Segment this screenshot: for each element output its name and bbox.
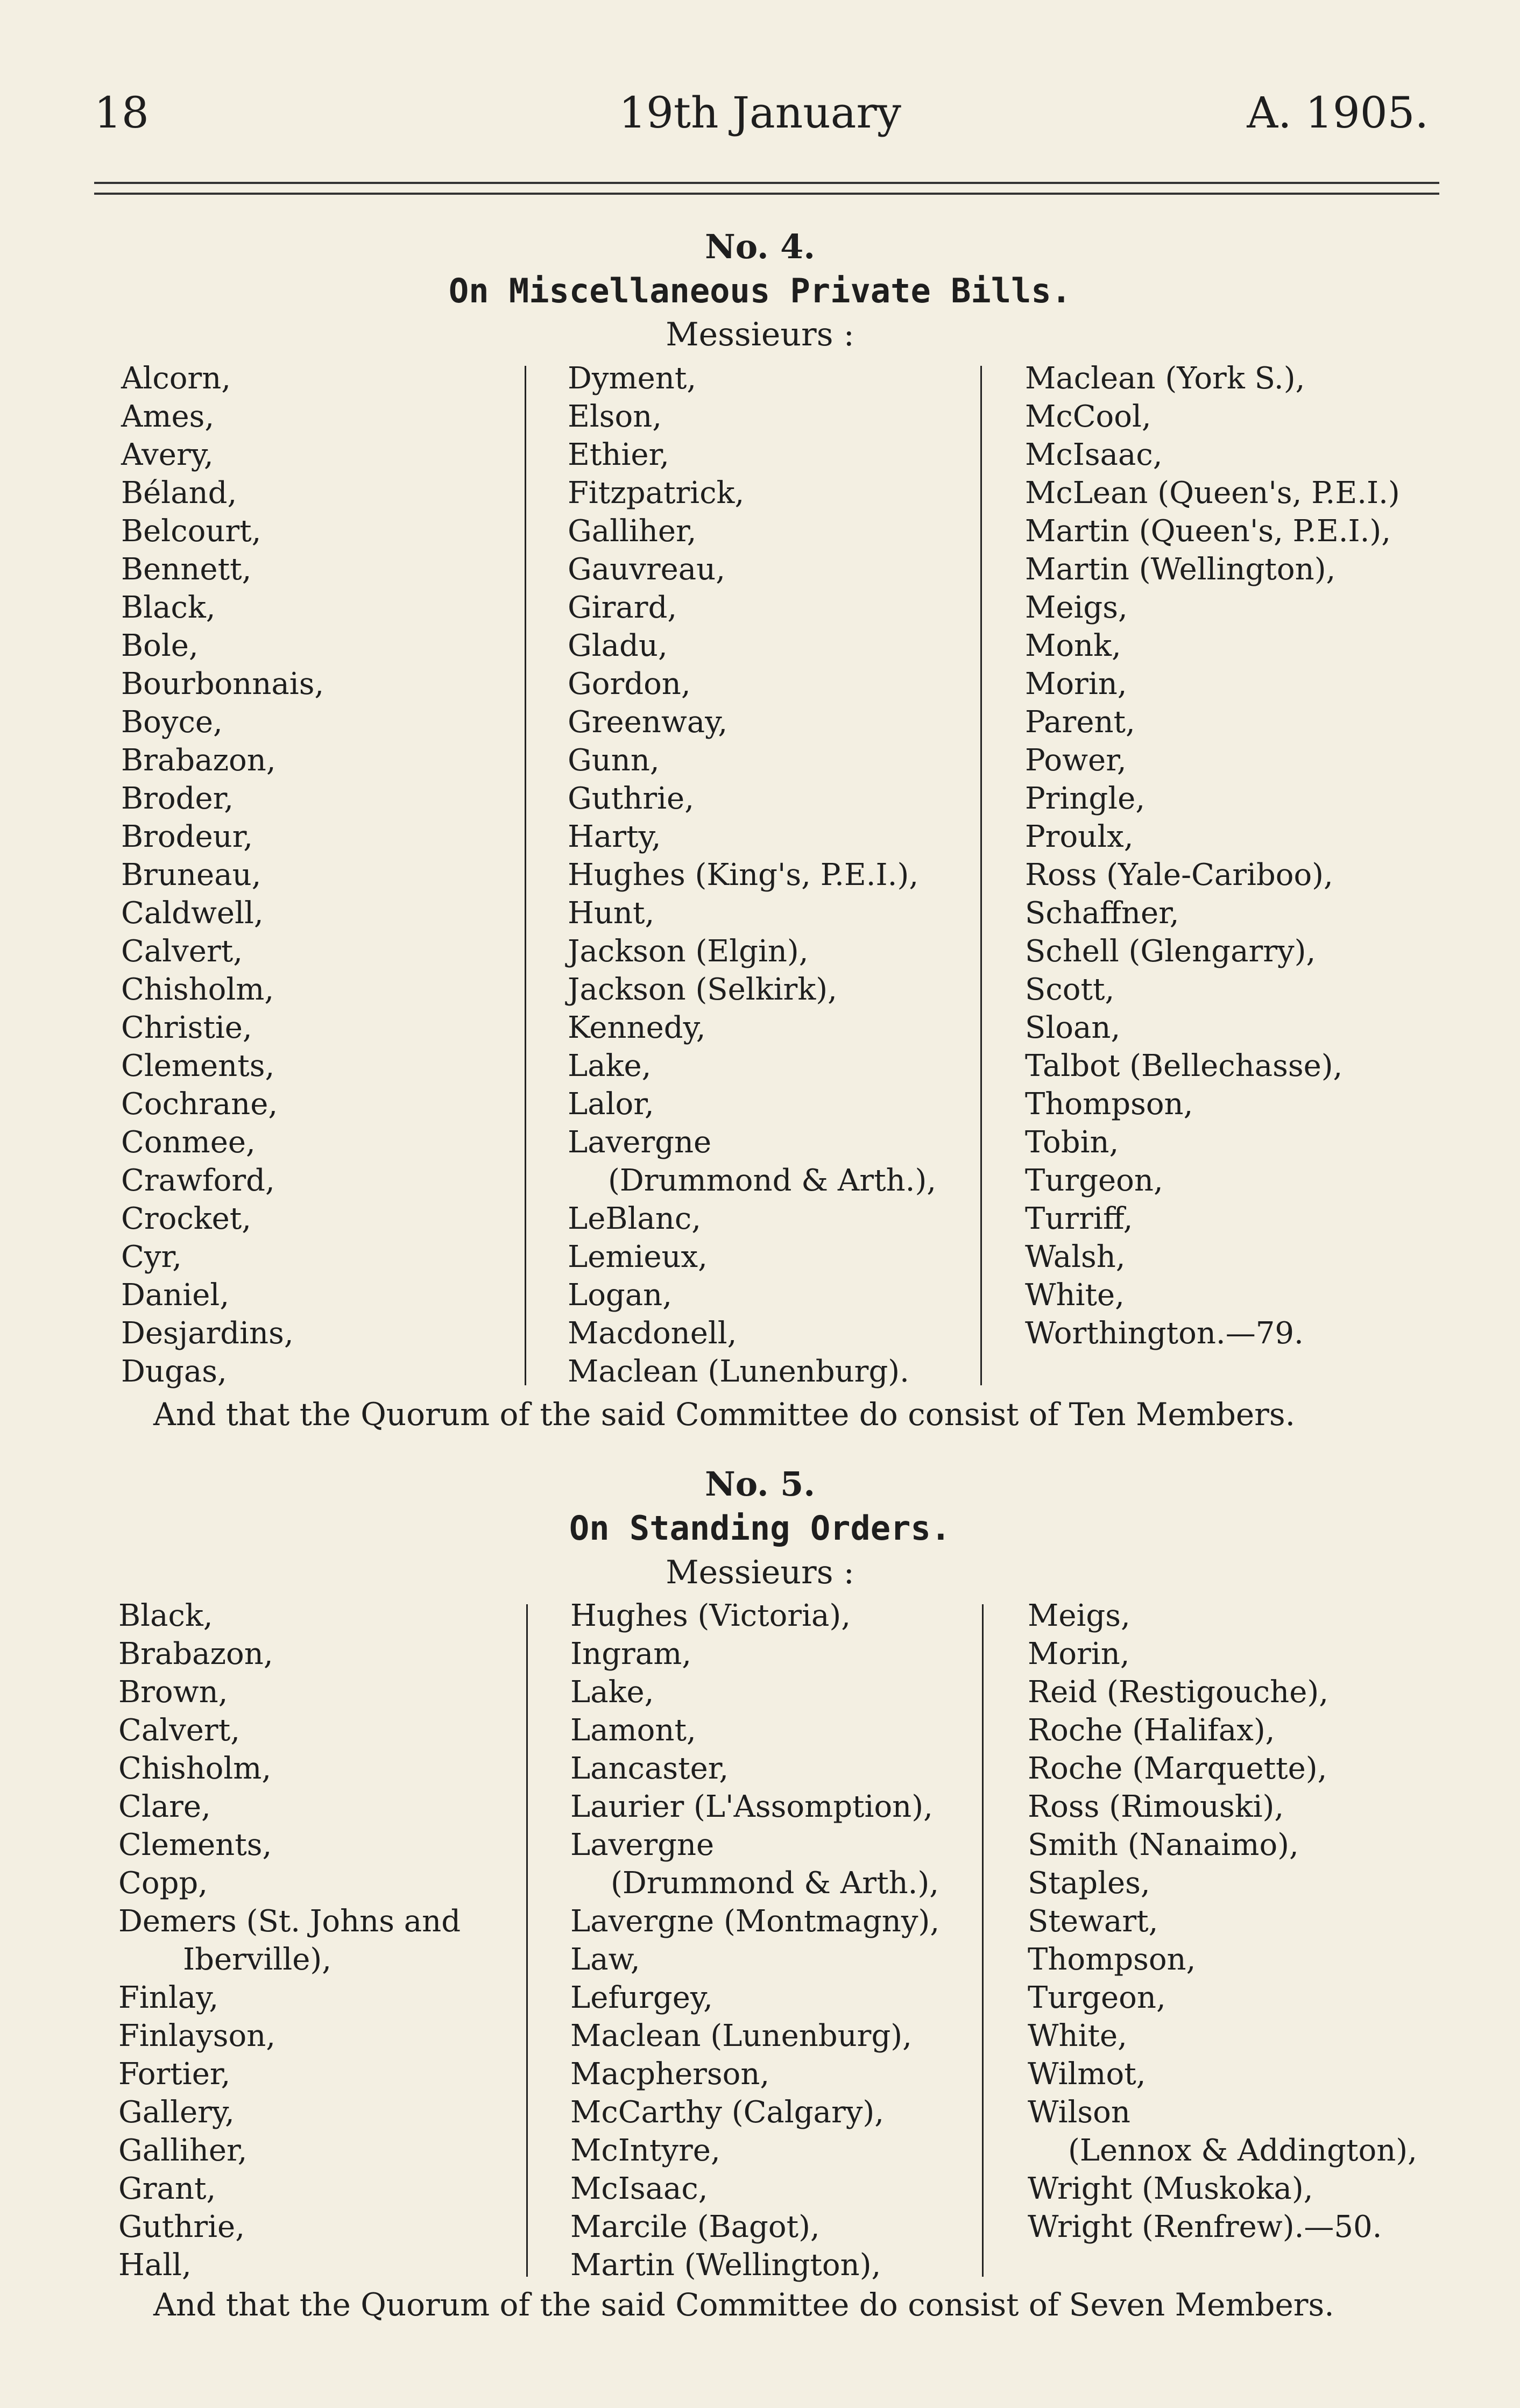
member-name: Brown, bbox=[118, 1675, 228, 1710]
member-name: Marcile (Bagot), bbox=[570, 2209, 820, 2244]
member-name: (Drummond & Arth.), bbox=[608, 1163, 937, 1198]
member-name: Sloan, bbox=[1025, 1010, 1121, 1045]
member-name: Black, bbox=[121, 590, 216, 625]
member-name: Wright (Renfrew).—50. bbox=[1028, 2209, 1382, 2244]
member-name: Ross (Rimouski), bbox=[1028, 1789, 1284, 1824]
member-name: Kennedy, bbox=[568, 1010, 706, 1045]
member-name: McCarthy (Calgary), bbox=[570, 2095, 884, 2130]
member-column-1 bbox=[118, 1597, 461, 2284]
member-name: Broder, bbox=[121, 781, 234, 816]
member-name: Worthington.—79. bbox=[1025, 1316, 1304, 1351]
header-rule-bottom bbox=[94, 193, 1439, 195]
page-date: 19th January bbox=[619, 88, 901, 138]
member-name: Stewart, bbox=[1028, 1904, 1158, 1939]
column-divider bbox=[980, 366, 982, 1385]
member-name: Bourbonnais, bbox=[121, 667, 324, 702]
member-name: Daniel, bbox=[121, 1278, 230, 1313]
member-name: Brabazon, bbox=[118, 1637, 273, 1672]
member-name: LeBlanc, bbox=[568, 1201, 702, 1236]
member-name: Reid (Restigouche), bbox=[1028, 1675, 1329, 1710]
member-name: (Lennox & Addington), bbox=[1068, 2133, 1417, 2168]
member-name: Staples, bbox=[1028, 1866, 1150, 1901]
member-name: Wilson bbox=[1028, 2095, 1130, 2130]
member-name: Black, bbox=[118, 1598, 213, 1633]
member-name: Maclean (York S.), bbox=[1025, 361, 1305, 396]
member-name: Brabazon, bbox=[121, 743, 276, 778]
member-name: Ethier, bbox=[568, 437, 669, 472]
member-name: Iberville), bbox=[183, 1942, 332, 1977]
member-name: Macdonell, bbox=[568, 1316, 737, 1351]
member-name: Talbot (Bellechasse), bbox=[1025, 1049, 1343, 1083]
member-name: Tobin, bbox=[1025, 1125, 1119, 1160]
member-name: Conmee, bbox=[121, 1125, 256, 1160]
committee-number: No. 5. bbox=[705, 1464, 815, 1504]
member-name: Bole, bbox=[121, 628, 199, 663]
member-name: Bruneau, bbox=[121, 858, 261, 893]
member-name: Lavergne (Montmagny), bbox=[570, 1904, 940, 1939]
member-name: Martin (Wellington), bbox=[570, 2248, 881, 2283]
member-name: Wright (Muskoka), bbox=[1028, 2171, 1313, 2206]
committee-name: On Standing Orders. bbox=[569, 1508, 951, 1548]
member-name: Greenway, bbox=[568, 705, 728, 740]
member-name: Fortier, bbox=[118, 2057, 231, 2092]
member-name: Turgeon, bbox=[1025, 1163, 1163, 1198]
member-name: Béland, bbox=[121, 476, 237, 511]
member-name: Crocket, bbox=[121, 1201, 252, 1236]
member-column-3 bbox=[1025, 359, 1400, 1352]
column-divider bbox=[525, 366, 526, 1385]
member-name: Lake, bbox=[568, 1049, 652, 1083]
page-number: 18 bbox=[94, 88, 149, 138]
member-name: Martin (Wellington), bbox=[1025, 552, 1336, 587]
member-name: Lefurgey, bbox=[570, 1980, 713, 2015]
member-name: Clements, bbox=[121, 1049, 275, 1083]
member-name: Clare, bbox=[118, 1789, 211, 1824]
member-name: Brodeur, bbox=[121, 819, 253, 854]
column-divider bbox=[982, 1604, 984, 2277]
member-name: Laurier (L'Assomption), bbox=[570, 1789, 933, 1824]
member-name: Demers (St. Johns and bbox=[118, 1904, 461, 1939]
member-name: Grant, bbox=[118, 2171, 216, 2206]
member-name: Hughes (King's, P.E.I.), bbox=[568, 858, 919, 893]
member-name: Christie, bbox=[121, 1010, 252, 1045]
member-name: Lancaster, bbox=[570, 1751, 729, 1786]
member-name: Belcourt, bbox=[121, 514, 261, 549]
member-name: McCool, bbox=[1025, 399, 1151, 434]
member-name: Lalor, bbox=[568, 1087, 654, 1122]
member-name: Lamont, bbox=[570, 1713, 696, 1748]
member-name: Thompson, bbox=[1028, 1942, 1196, 1977]
member-name: Fitzpatrick, bbox=[568, 476, 745, 511]
member-name: Law, bbox=[570, 1942, 640, 1977]
member-name: Maclean (Lunenburg), bbox=[570, 2019, 912, 2053]
member-name: Walsh, bbox=[1025, 1240, 1126, 1274]
member-name: Bennett, bbox=[121, 552, 252, 587]
member-name: McIsaac, bbox=[570, 2171, 708, 2206]
member-name: Gauvreau, bbox=[568, 552, 725, 587]
member-name: Guthrie, bbox=[118, 2209, 245, 2244]
header-rule-top bbox=[94, 182, 1439, 184]
member-name: Chisholm, bbox=[121, 972, 274, 1007]
member-name: Harty, bbox=[568, 819, 661, 854]
member-name: Turriff, bbox=[1025, 1201, 1133, 1236]
member-name: Crawford, bbox=[121, 1163, 275, 1198]
member-name: Parent, bbox=[1025, 705, 1135, 740]
member-name: Avery, bbox=[121, 437, 214, 472]
quorum-statement: And that the Quorum of the said Committee do consist of Seven Members. bbox=[153, 2286, 1334, 2323]
quorum-statement: And that the Quorum of the said Committee do consist of Ten Members. bbox=[153, 1396, 1296, 1433]
member-name: Elson, bbox=[568, 399, 662, 434]
member-name: Lake, bbox=[570, 1675, 654, 1710]
member-name: Ingram, bbox=[570, 1637, 692, 1672]
member-name: Smith (Nanaimo), bbox=[1028, 1828, 1299, 1862]
member-name: Galliher, bbox=[568, 514, 697, 549]
committee-number: No. 4. bbox=[705, 227, 815, 266]
committee-name: On Miscellaneous Private Bills. bbox=[448, 271, 1072, 310]
member-name: Gallery, bbox=[118, 2095, 235, 2130]
member-name: Macpherson, bbox=[570, 2057, 770, 2092]
member-name: Schaffner, bbox=[1025, 896, 1179, 931]
member-name: Wilmot, bbox=[1028, 2057, 1146, 2092]
member-name: Martin (Queen's, P.E.I.), bbox=[1025, 514, 1391, 549]
member-name: Ross (Yale-Cariboo), bbox=[1025, 858, 1333, 893]
member-name: Galliher, bbox=[118, 2133, 248, 2168]
member-name: Morin, bbox=[1025, 667, 1127, 702]
member-name: Clements, bbox=[118, 1828, 272, 1862]
member-column-1 bbox=[121, 359, 324, 1391]
member-name: Proulx, bbox=[1025, 819, 1134, 854]
member-name: Dugas, bbox=[121, 1354, 227, 1389]
member-column-3 bbox=[1028, 1597, 1417, 2246]
member-name: Power, bbox=[1025, 743, 1127, 778]
member-name: Caldwell, bbox=[121, 896, 264, 931]
member-name: Finlayson, bbox=[118, 2019, 276, 2053]
member-name: Copp, bbox=[118, 1866, 208, 1901]
member-name: Calvert, bbox=[118, 1713, 240, 1748]
member-name: Hall, bbox=[118, 2248, 192, 2283]
member-name: Jackson (Elgin), bbox=[568, 934, 809, 969]
member-name: McIntyre, bbox=[570, 2133, 720, 2168]
member-column-2 bbox=[570, 1597, 939, 2284]
member-name: Hunt, bbox=[568, 896, 655, 931]
member-name: McLean (Queen's, P.E.I.) bbox=[1025, 476, 1400, 511]
committee-salutation: Messieurs : bbox=[666, 316, 854, 353]
member-name: White, bbox=[1025, 1278, 1125, 1313]
member-name: Cochrane, bbox=[121, 1087, 278, 1122]
member-column-2 bbox=[568, 359, 936, 1391]
member-name: Lemieux, bbox=[568, 1240, 708, 1274]
member-name: Jackson (Selkirk), bbox=[568, 972, 837, 1007]
member-name: Dyment, bbox=[568, 361, 697, 396]
member-name: Roche (Marquette), bbox=[1028, 1751, 1327, 1786]
member-name: White, bbox=[1028, 2019, 1127, 2053]
member-name: Meigs, bbox=[1025, 590, 1128, 625]
member-name: Turgeon, bbox=[1028, 1980, 1166, 2015]
member-name: Roche (Halifax), bbox=[1028, 1713, 1275, 1748]
member-name: Scott, bbox=[1025, 972, 1115, 1007]
member-name: Desjardins, bbox=[121, 1316, 294, 1351]
member-name: Meigs, bbox=[1028, 1598, 1130, 1633]
member-name: Maclean (Lunenburg). bbox=[568, 1354, 909, 1389]
member-name: Ames, bbox=[121, 399, 215, 434]
member-name: Logan, bbox=[568, 1278, 673, 1313]
member-name: (Drummond & Arth.), bbox=[611, 1866, 939, 1901]
member-name: Schell (Glengarry), bbox=[1025, 934, 1316, 969]
member-name: Thompson, bbox=[1025, 1087, 1193, 1122]
member-name: Boyce, bbox=[121, 705, 223, 740]
member-name: Guthrie, bbox=[568, 781, 694, 816]
member-name: Girard, bbox=[568, 590, 677, 625]
member-name: Gordon, bbox=[568, 667, 691, 702]
column-divider bbox=[526, 1604, 528, 2277]
member-name: Morin, bbox=[1028, 1637, 1130, 1672]
member-name: Cyr, bbox=[121, 1240, 182, 1274]
page-year: A. 1905. bbox=[1247, 88, 1429, 138]
committee-salutation: Messieurs : bbox=[666, 1554, 854, 1591]
member-name: Gladu, bbox=[568, 628, 668, 663]
member-name: Lavergne bbox=[568, 1125, 712, 1160]
member-name: Monk, bbox=[1025, 628, 1121, 663]
member-name: Gunn, bbox=[568, 743, 660, 778]
member-name: Pringle, bbox=[1025, 781, 1146, 816]
member-name: Calvert, bbox=[121, 934, 243, 969]
member-name: Finlay, bbox=[118, 1980, 219, 2015]
member-name: McIsaac, bbox=[1025, 437, 1163, 472]
member-name: Alcorn, bbox=[121, 361, 231, 396]
member-name: Hughes (Victoria), bbox=[570, 1598, 851, 1633]
member-name: Chisholm, bbox=[118, 1751, 272, 1786]
member-name: Lavergne bbox=[570, 1828, 715, 1862]
